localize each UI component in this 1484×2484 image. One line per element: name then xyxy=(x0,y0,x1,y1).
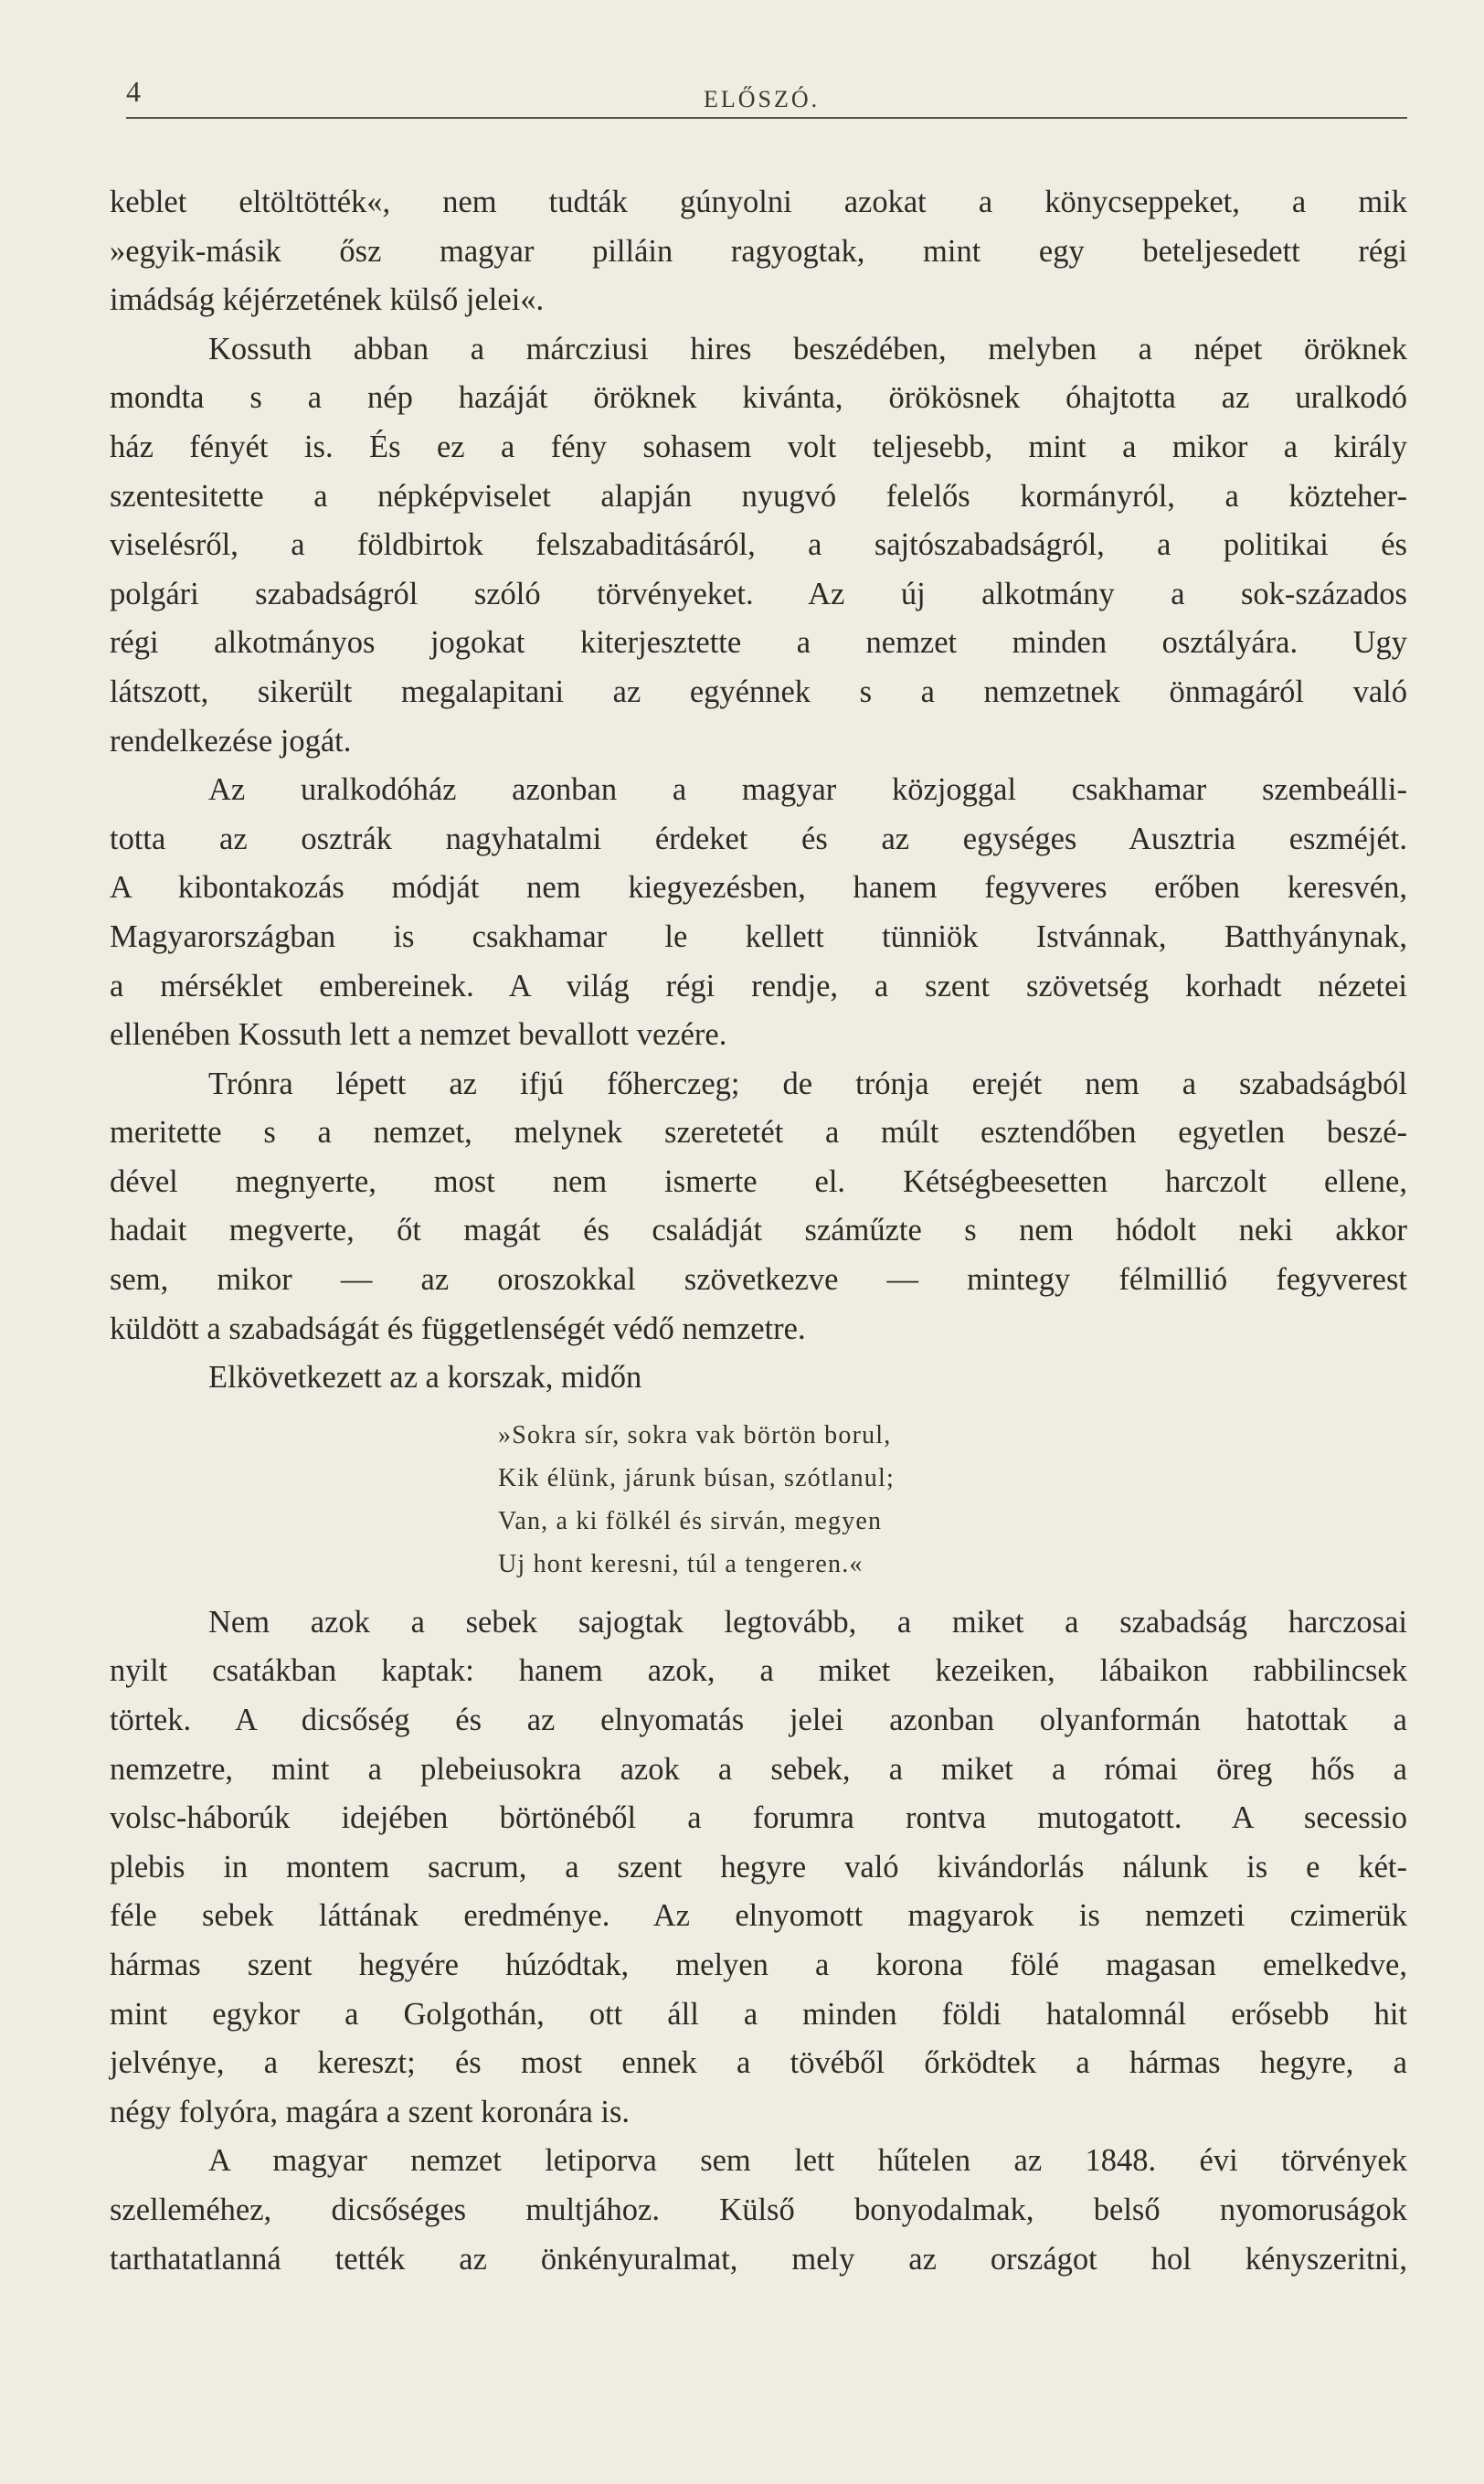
text-line: sem, mikor — az oroszokkal szövetkezve — mintegy félmillió fegyverest xyxy=(110,1262,1407,1298)
text-line: törtek. A dicsőség és az elnyomatás jelei azonban olyanformán hatottak a xyxy=(110,1703,1407,1738)
text-line: mondta s a nép hazáját öröknek kivánta, örökösnek óhajtotta az uralkodó xyxy=(110,380,1407,416)
text-line: Az uralkodóház azonban a magyar közjoggal csakhamar szembeálli- xyxy=(208,772,1407,808)
verse-line: Uj hont keresni, túl a tengeren.« xyxy=(498,1549,864,1578)
text-line: dével megnyerte, most nem ismerte el. Kétségbeesetten harczolt ellene, xyxy=(110,1163,1407,1199)
text-line: Elkövetkezett az a korszak, midőn xyxy=(208,1360,642,1396)
text-line: küldött a szabadságát és függetlenségét védő nemzetre. xyxy=(110,1311,806,1346)
text-line: Trónra lépett az ifjú főherczeg; de trónja erejét nem a szabadságból xyxy=(208,1066,1407,1101)
paragraph-5 xyxy=(110,1353,1407,1403)
paragraph-2 xyxy=(110,325,1407,766)
text-line: négy folyóra, magára a szent koronára is. xyxy=(110,2094,631,2129)
text-line: keblet eltöltötték«, nem tudták gúnyolni azokat a könycseppeket, a mik xyxy=(110,185,1407,219)
text-line: ház fényét is. És ez a fény sohasem volt teljesebb, mint a mikor a király xyxy=(110,429,1407,464)
paragraph-1 xyxy=(110,178,1407,325)
text-line: imádság kéjérzetének külső jelei«. xyxy=(110,282,545,318)
text-line: a mérséklet embereinek. A világ régi rendje, a szent szövetség korhadt nézetei xyxy=(110,968,1407,1003)
text-line: féle sebek láttának eredménye. Az elnyomott magyarok is nemzeti czimerük xyxy=(110,1898,1407,1934)
page-header xyxy=(126,75,1407,121)
text-line: jelvénye, a kereszt; és most ennek a tövéből őrködtek a hármas hegyre, a xyxy=(110,2045,1407,2081)
verse-line: Kik élünk, járunk búsan, szótlanul; xyxy=(498,1463,895,1492)
text-line: látszott, sikerült megalapitani az egyénnek s a nemzetnek önmagáról való xyxy=(110,674,1407,709)
text-line: A magyar nemzet letiporva sem lett hűtelen az 1848. évi törvények xyxy=(208,2143,1407,2179)
text-line: volsc-háborúk idejében börtönéből a forumra rontva mutogatott. A secessio xyxy=(110,1800,1407,1836)
text-line: plebis in montem sacrum, a szent hegyre való kivándorlás nálunk is e két- xyxy=(110,1849,1407,1884)
text-line: rendelkezése jogát. xyxy=(110,723,352,759)
text-line: Kossuth abban a márcziusi hires beszédében, melyben a népet öröknek xyxy=(208,331,1407,366)
running-head: ELŐSZÓ. xyxy=(704,86,821,112)
text-line: hármas szent hegyére húzódtak, melyen a korona fölé magasan emelkedve, xyxy=(110,1948,1407,1982)
paragraph-7 xyxy=(110,2137,1407,2284)
verse-quote xyxy=(110,1414,1407,1586)
verse-line: Van, a ki fölkél és sirván, megyen xyxy=(498,1506,883,1535)
text-line: szentesitette a népképviselet alapján nyugvó felelős kormányról, a közteher- xyxy=(110,478,1407,514)
verse-line: »Sokra sír, sokra vak börtön borul, xyxy=(498,1420,892,1449)
text-line: nemzetre, mint a plebeiusokra azok a sebek, a miket a római öreg hős a xyxy=(110,1751,1407,1787)
text-line: polgári szabadságról szóló törvényeket. Az új alkotmány a sok-százados xyxy=(110,576,1407,611)
text-line: Magyarországban is csakhamar le kellett tünniök Istvánnak, Batthyánynak, xyxy=(110,918,1407,954)
text-line: hadait megverte, őt magát és családját száműzte s nem hódolt neki akkor xyxy=(110,1213,1407,1248)
paragraph-6 xyxy=(110,1598,1407,2138)
text-line: totta az osztrák nagyhatalmi érdeket és az egységes Ausztria eszméjét. xyxy=(110,821,1407,856)
text-line: viselésről, a földbirtok felszabaditásáról, a sajtószabadságról, a politikai és xyxy=(110,527,1407,563)
text-line: Nem azok a sebek sajogtak legtovább, a miket a szabadság harczosai xyxy=(208,1604,1407,1640)
body-text xyxy=(110,178,1407,2284)
text-line: mint egykor a Golgothán, ott áll a minden földi hatalomnál erősebb hit xyxy=(110,1996,1407,2032)
text-line: ellenében Kossuth lett a nemzet bevallott vezére. xyxy=(110,1017,727,1053)
text-line: tarthatatlanná tették az önkényuralmat, mely az országot hol kényszeritni, xyxy=(110,2241,1407,2277)
paragraph-3 xyxy=(110,766,1407,1060)
text-line: régi alkotmányos jogokat kiterjesztette a nemzet minden osztályára. Ugy xyxy=(110,625,1407,661)
text-line: A kibontakozás módját nem kiegyezésben, hanem fegyveres erőben keresvén, xyxy=(110,870,1407,906)
text-line: meritette s a nemzet, melynek szeretetét a múlt esztendőben egyetlen beszé- xyxy=(110,1115,1407,1151)
page-number: 4 xyxy=(126,75,141,108)
text-line: szelleméhez, dicsőséges multjához. Külső bonyodalmak, belső nyomoruságok xyxy=(110,2192,1407,2227)
header-rule xyxy=(126,117,1407,119)
text-line: nyilt csatákban kaptak: hanem azok, a miket kezeiken, lábaikon rabbilincsek xyxy=(110,1653,1407,1689)
text-line: »egyik-másik ősz magyar pilláin ragyogtak, mint egy beteljesedett régi xyxy=(110,233,1407,269)
paragraph-4 xyxy=(110,1060,1407,1354)
